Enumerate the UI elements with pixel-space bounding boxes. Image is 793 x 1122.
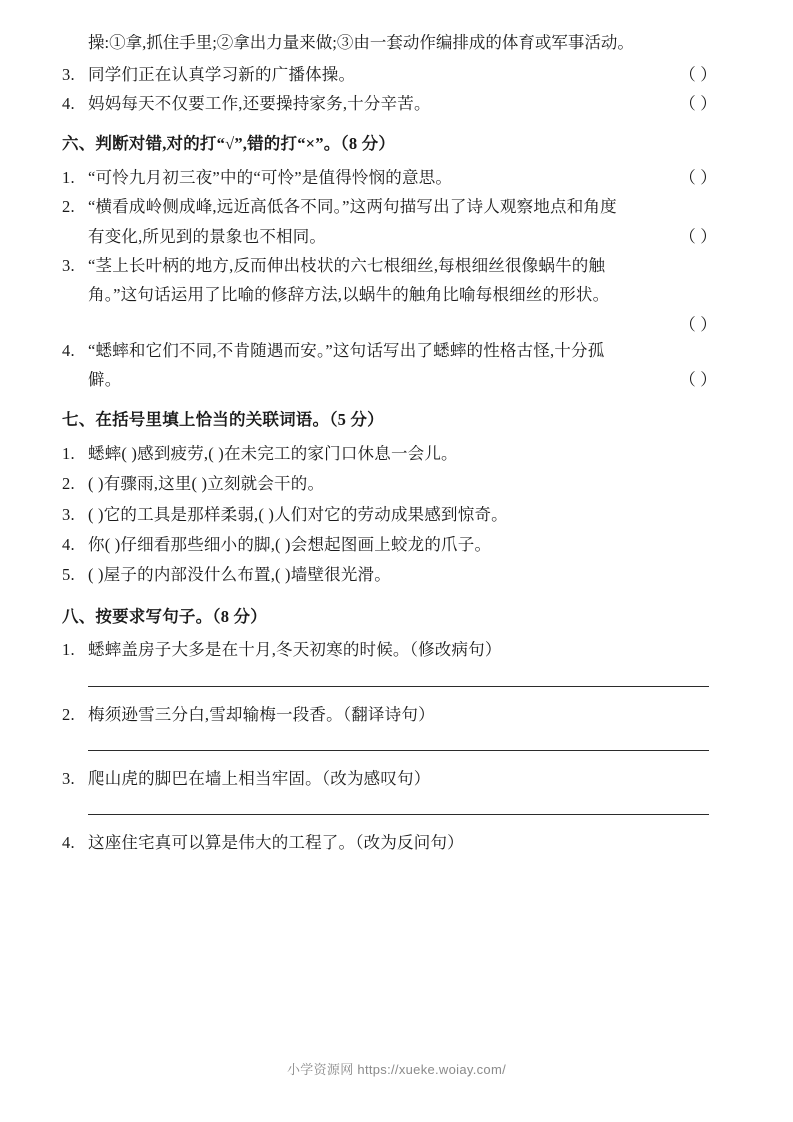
section6-item-3-line2 [62,281,735,308]
item-text: 妈妈每天不仅要工作,还要操持家务,十分辛苦。 [88,94,431,114]
top-item-4 [62,90,735,117]
item-text: “横看成岭侧成峰,远近高低各不同。”这两句描写出了诗人观察地点和角度 [88,197,617,217]
item-number: 4. [62,94,75,114]
section6-item-2 [62,193,735,220]
item-number: 3. [62,64,75,84]
section6-item-4 [62,337,735,364]
section-8-items [62,636,735,857]
item-text: 蟋蟀盖房子大多是在十月,冬天初寒的时候。（修改病句） [88,640,502,660]
item-number: 2. [62,197,75,217]
answer-line-3[interactable] [88,814,709,815]
item-text: 梅须逊雪三分白,雪却输梅一段香。（翻译诗句） [88,704,435,724]
answer-bracket[interactable]: （ ） [679,167,717,187]
item-text: 爬山虎的脚巴在墙上相当牢固。（改为感叹句） [88,768,431,788]
item-number: 1. [62,640,75,660]
item-number: 3. [62,504,75,524]
section-7-items [62,440,735,590]
section8-item-1 [62,636,735,663]
answer-bracket[interactable]: （ ） [679,94,717,114]
item-number: 1. [62,443,75,463]
section8-item-2 [62,701,735,728]
answer-bracket[interactable]: （ ） [679,370,717,390]
section6-item-3 [62,252,735,279]
item-text: “蟋蟀和它们不同,不肯随遇而安。”这句话写出了蟋蟀的性格古怪,十分孤 [88,340,605,360]
item-text: “可怜九月初三夜”中的“可怜”是值得怜悯的意思。 [88,167,453,187]
item-number: 4. [62,340,75,360]
top-item-3 [62,61,735,88]
section8-item-3 [62,765,735,792]
section8-item-4 [62,829,735,856]
answer-bracket[interactable]: （ ） [679,226,717,246]
item-number: 2. [62,704,75,724]
watermark: 小学资源网 https://xueke.woiay.com/ [287,1062,506,1077]
item-number: 2. [62,474,75,494]
item-text[interactable]: 蟋蟀( )感到疲劳,( )在未完工的家门口休息一会儿。 [88,443,458,463]
section-8-heading: 八、按要求写句子。（8 分） [62,606,267,626]
page-content [62,30,735,857]
section6-item-3-bracket-row [62,311,735,337]
item-text[interactable]: ( )有骤雨,这里( )立刻就会干的。 [88,474,325,494]
section7-item-5 [62,561,735,589]
section6-item-1 [62,164,735,191]
section-7-heading: 七、在括号里填上恰当的关联词语。（5 分） [62,410,384,430]
section6-item-2-line2 [62,223,735,250]
item-number: 3. [62,768,75,788]
answer-bracket[interactable]: （ ） [679,314,717,334]
answer-line-1[interactable] [88,686,709,687]
item-number: 1. [62,167,75,187]
item-text[interactable]: ( )屋子的内部没什么布置,( )墙壁很光滑。 [88,565,391,585]
continuation-line: 操:①拿,抓住手里;②拿出力量来做;③由一套动作编排成的体育或军事活动。 [88,33,634,52]
section-6-items [62,164,735,394]
item-text: 有变化,所见到的景象也不相同。 [88,226,327,246]
section7-item-3 [62,501,735,529]
answer-line-2[interactable] [88,750,709,751]
item-text: 僻。 [88,370,122,390]
answer-bracket[interactable]: （ ） [679,64,717,84]
top-continuation-section [62,30,735,117]
section6-item-4-line2 [62,366,735,393]
section7-item-4 [62,531,735,559]
item-text: 角。”这句话运用了比喻的修辞方法,以蜗牛的触角比喻每根细丝的形状。 [88,285,610,305]
item-text[interactable]: ( )它的工具是那样柔弱,( )人们对它的劳动成果感到惊奇。 [88,504,508,524]
item-text: 同学们正在认真学习新的广播体操。 [88,64,356,84]
item-text: 这座住宅真可以算是伟大的工程了。（改为反问句） [88,833,464,853]
item-text: “茎上长叶柄的地方,反而伸出枝状的六七根细丝,每根细丝很像蜗牛的触 [88,255,606,275]
section7-item-1 [62,440,735,468]
section-6-heading: 六、判断对错,对的打“√”,错的打“×”。（8 分） [62,134,396,154]
item-number: 4. [62,535,75,554]
item-number: 5. [62,565,75,585]
item-number: 4. [62,833,75,853]
section7-item-2 [62,470,735,498]
item-text[interactable]: 你( )仔细看那些细小的脚,( )会想起图画上蛟龙的爪子。 [88,535,492,554]
item-number: 3. [62,255,75,275]
